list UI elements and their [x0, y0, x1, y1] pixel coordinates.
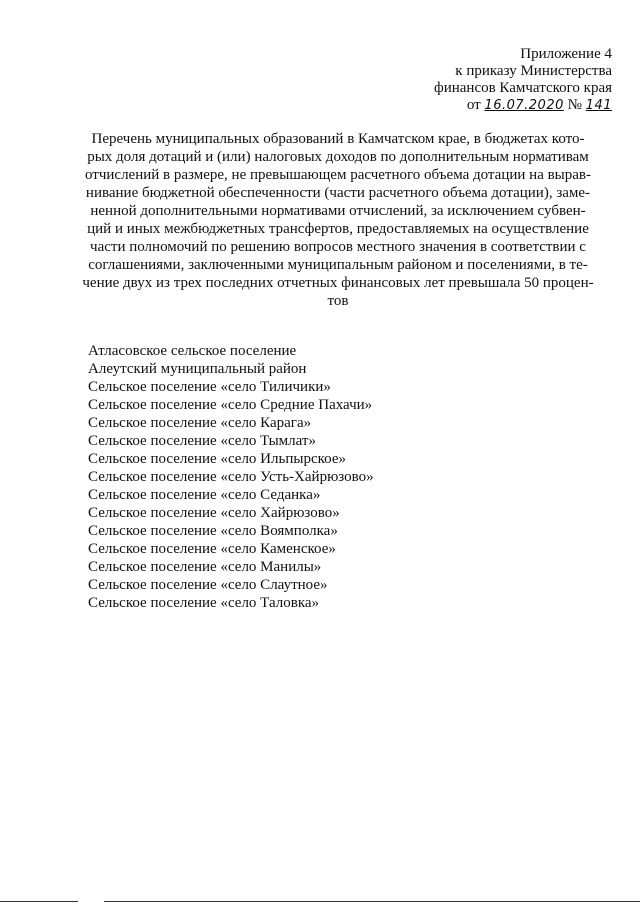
- list-item: Сельское поселение «село Манилы»: [88, 559, 322, 575]
- list-item: Атласовское сельское поселение: [88, 343, 297, 359]
- title-line: Перечень муниципальных образований в Камчатском крае, в бюджетах кото-: [91, 131, 585, 147]
- title-line: ций и иных межбюджетных трансфертов, предоставляемых на осуществление: [87, 221, 589, 237]
- list-item: Сельское поселение «село Таловка»: [88, 595, 320, 611]
- title-line: части полномочий по решению вопросов местного значения в соответствии с: [90, 239, 586, 255]
- ministry-label: финансов Камчатского края: [433, 80, 612, 96]
- list-item: Алеутский муниципальный район: [88, 361, 307, 377]
- footer-divider-right: [104, 901, 640, 902]
- title-line: чение двух из трех последних отчетных финансовых лет превышала 50 процен-: [82, 275, 594, 291]
- from-label: от: [466, 97, 481, 113]
- order-date: 16.07.2020: [484, 98, 564, 113]
- list-item: Сельское поселение «село Слаутное»: [88, 577, 328, 593]
- title-line: тов: [327, 293, 349, 309]
- title-line: рых доля дотаций и (или) налоговых доходов по дополнительным нормативам: [87, 149, 589, 165]
- list-item: Сельское поселение «село Карага»: [88, 415, 312, 431]
- list-item: Сельское поселение «село Хайрюзово»: [88, 505, 340, 521]
- list-item: Сельское поселение «село Тымлат»: [88, 433, 316, 449]
- municipality-list: [88, 342, 374, 612]
- document-title: [74, 130, 602, 310]
- number-label: №: [567, 97, 582, 113]
- title-line: ненной дополнительными нормативами отчислений, за исключением субвен-: [90, 203, 586, 219]
- title-line: отчислений в размере, не превышающем расчетного объема дотации на вырав-: [84, 167, 591, 183]
- list-item: Сельское поселение «село Седанка»: [88, 487, 321, 503]
- approval-block: [434, 46, 612, 114]
- list-item: Сельское поселение «село Средние Пахачи»: [88, 397, 373, 413]
- order-date-line: [434, 97, 612, 114]
- title-line: нивание бюджетной обеспеченности (части расчетного объема дотации), заме-: [85, 185, 591, 201]
- appendix-label: Приложение 4: [520, 46, 612, 62]
- list-item: Сельское поселение «село Тиличики»: [88, 379, 331, 395]
- footer-divider-left: [0, 901, 78, 902]
- order-number: 141: [585, 98, 612, 113]
- title-line: соглашениями, заключенными муниципальным районом и поселениями, в те-: [88, 257, 588, 273]
- order-label: к приказу Министерства: [455, 63, 612, 79]
- list-item: Сельское поселение «село Ильпырское»: [88, 451, 346, 467]
- list-item: Сельское поселение «село Каменское»: [88, 541, 336, 557]
- list-item: Сельское поселение «село Воямполка»: [88, 523, 338, 539]
- list-item: Сельское поселение «село Усть-Хайрюзово»: [88, 469, 374, 485]
